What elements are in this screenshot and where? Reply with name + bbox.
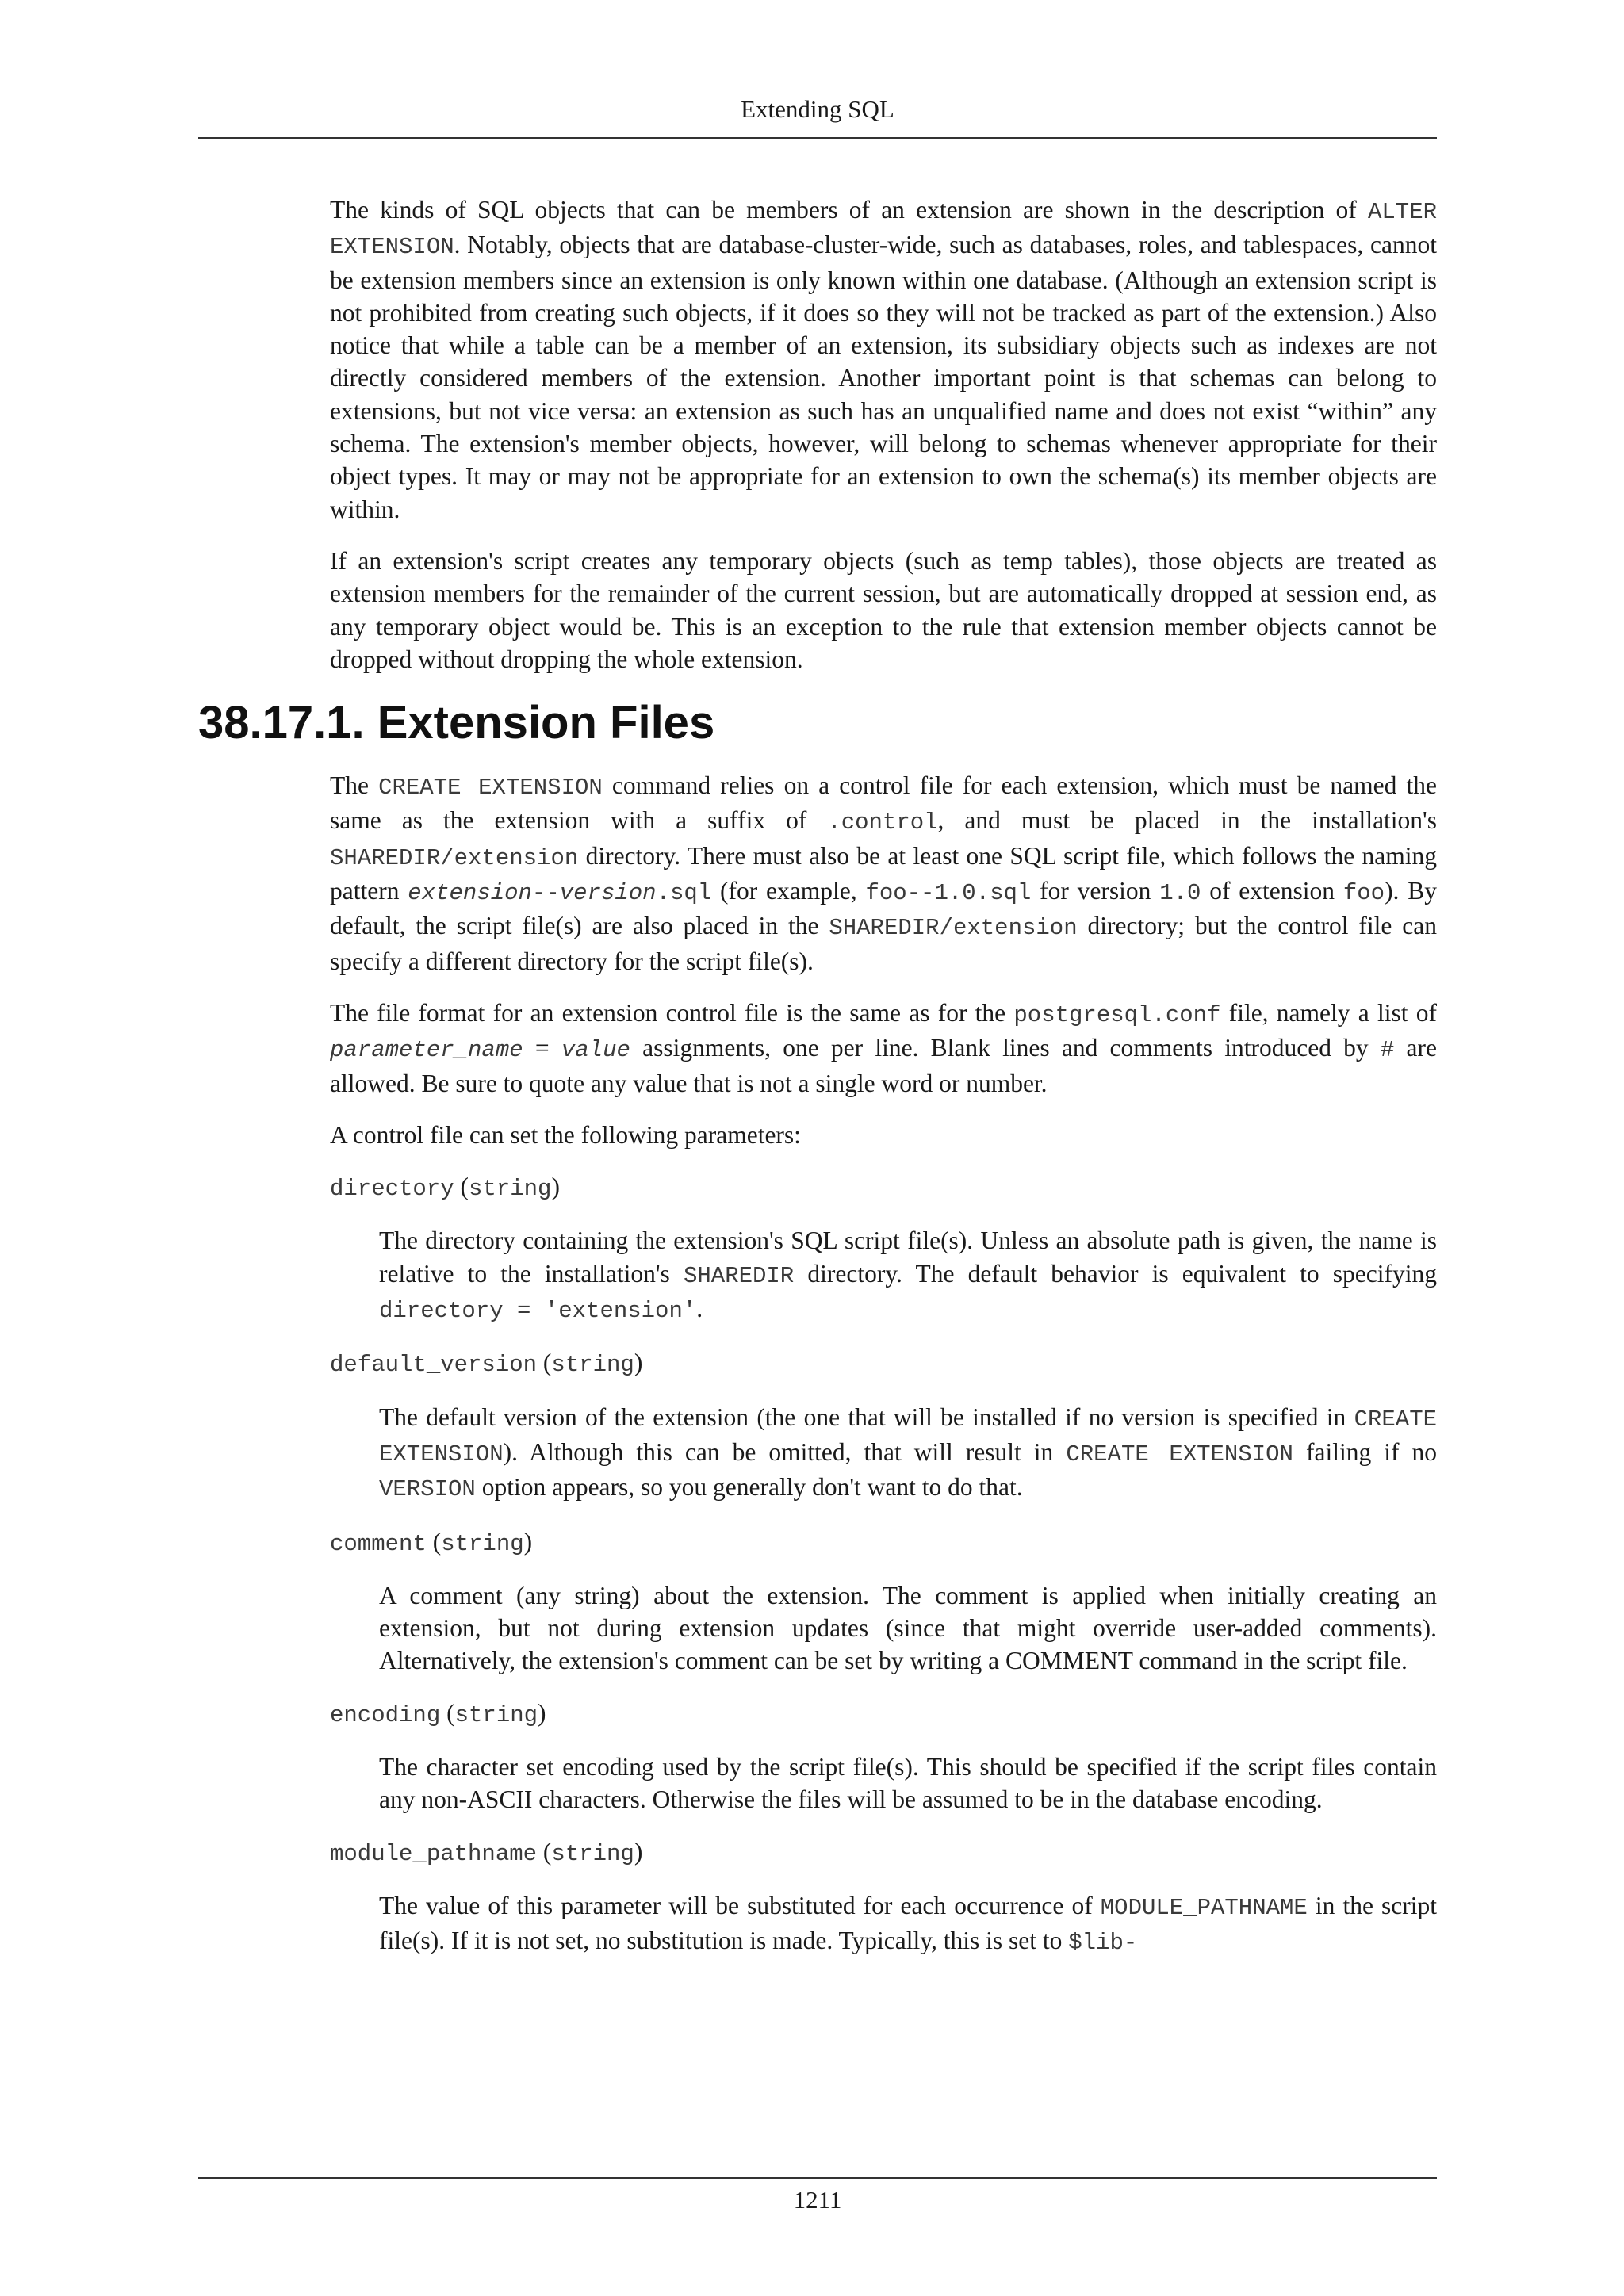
intro-paragraph-1: The kinds of SQL objects that can be members of an extension are shown in the description of ALTER EXTENSION. Notably, objects that are database-cluster-wide, such as databases, roles, and tablespaces, cannot be extension members since an extension is only known within one database. (Although an extension script is not prohibited from creating such objects, if it does so they will not be tracked as part of the extension.) Also notice that while a table can be a member of an extension, its subsidiary objects such as indexes are not directly considered members of the extension. Another important point is that schemas can belong to extensions, but not vice versa: an extension as such has an unqualified name and does not exist “within” any schema. The extension's member objects, however, will belong to schemas whenever appropriate for their object types. It may or may not be appropriate for an extension to own the schema(s) its member objects are within. bbox=[330, 196, 1437, 523]
param-term-module-pathname: module_pathname (string) bbox=[330, 1837, 643, 1867]
create-extension-link[interactable]: CREATE EXTENSION bbox=[1066, 1441, 1293, 1468]
page-number: 1211 bbox=[793, 2186, 842, 2214]
create-extension-link[interactable]: CREATE EXTENSION bbox=[379, 1406, 1437, 1468]
param-term-comment: comment (string) bbox=[330, 1527, 533, 1557]
param-desc-default-version: The default version of the extension (the one that will be installed if no version is specified in CREATE EXTENSION). Although this can be omitted, that will result in CREATE EXTENSION failing if no VERSION option appears, so you generally don't want to do that. bbox=[379, 1402, 1438, 1503]
section-title: 38.17.1. Extension Files bbox=[198, 697, 715, 749]
section-paragraph-3: A control file can set the following parameters: bbox=[330, 1120, 801, 1149]
section-paragraph-1: The CREATE EXTENSION command relies on a control file for each extension, which must be named the same as the extension with a suffix of .control, and must be placed in the installation's SHAREDIR/extension directory. There must also be at least one SQL script file, which follows the naming pattern extension--version.sql (for example, foo--1.0.sql for version 1.0 of extension foo). By default, the script file(s) are also placed in the SHAREDIR/extension directory; but the control file can specify a different directory for the script file(s). bbox=[330, 771, 1438, 975]
intro-paragraph-2: If an extension's script creates any temporary objects (such as temp tables), those objects are treated as extension members for the remainder of the current session, but are automatically dropped at session end, as any temporary object would be. This is an exception to the rule that extension member objects cannot be dropped without dropping the whole extension. bbox=[330, 546, 1437, 673]
param-term-encoding: encoding (string) bbox=[330, 1698, 546, 1728]
param-term-directory: directory (string) bbox=[330, 1173, 560, 1203]
running-header: Extending SQL bbox=[741, 95, 894, 123]
create-extension-link[interactable]: CREATE EXTENSION bbox=[378, 775, 603, 802]
alter-extension-link[interactable]: ALTER EXTENSION bbox=[330, 199, 1437, 261]
param-desc-comment: A comment (any string) about the extension. The comment is applied when initially creating an extension, but not during extension updates (since that might override user-added comments). Alternatively, the extension's comment can be set by writing a COMMENT command in the script file. bbox=[379, 1581, 1437, 1675]
param-term-default-version: default_version (string) bbox=[330, 1349, 643, 1379]
param-desc-module-pathname: The value of this parameter will be substituted for each occurrence of MODULE_PATHNAME in the script file(s). If it is not set, no substitution is made. Typically, this is set to $lib- bbox=[379, 1891, 1437, 1957]
param-desc-directory: The directory containing the extension's SQL script file(s). Unless an absolute path is given, the name is relative to the installation's SHAREDIR directory. The default behavior is equivalent to specifying directory = 'extension'. bbox=[379, 1226, 1438, 1325]
footer-rule bbox=[198, 2177, 1437, 2179]
section-paragraph-2: The file format for an extension control file is the same as for the postgresql.conf file, namely a list of parameter_name = value assignments, one per line. Blank lines and comments introduced by # are allowed. Be sure to quote any value that is not a single word or number. bbox=[330, 998, 1438, 1097]
header-rule bbox=[198, 137, 1437, 139]
parameter-list bbox=[330, 1170, 1437, 1959]
param-desc-encoding: The character set encoding used by the script file(s). This should be specified if the script files contain any non-ASCII characters. Otherwise the files will be assumed to be in the database encoding. bbox=[379, 1752, 1437, 1814]
page-body bbox=[198, 193, 1438, 1978]
